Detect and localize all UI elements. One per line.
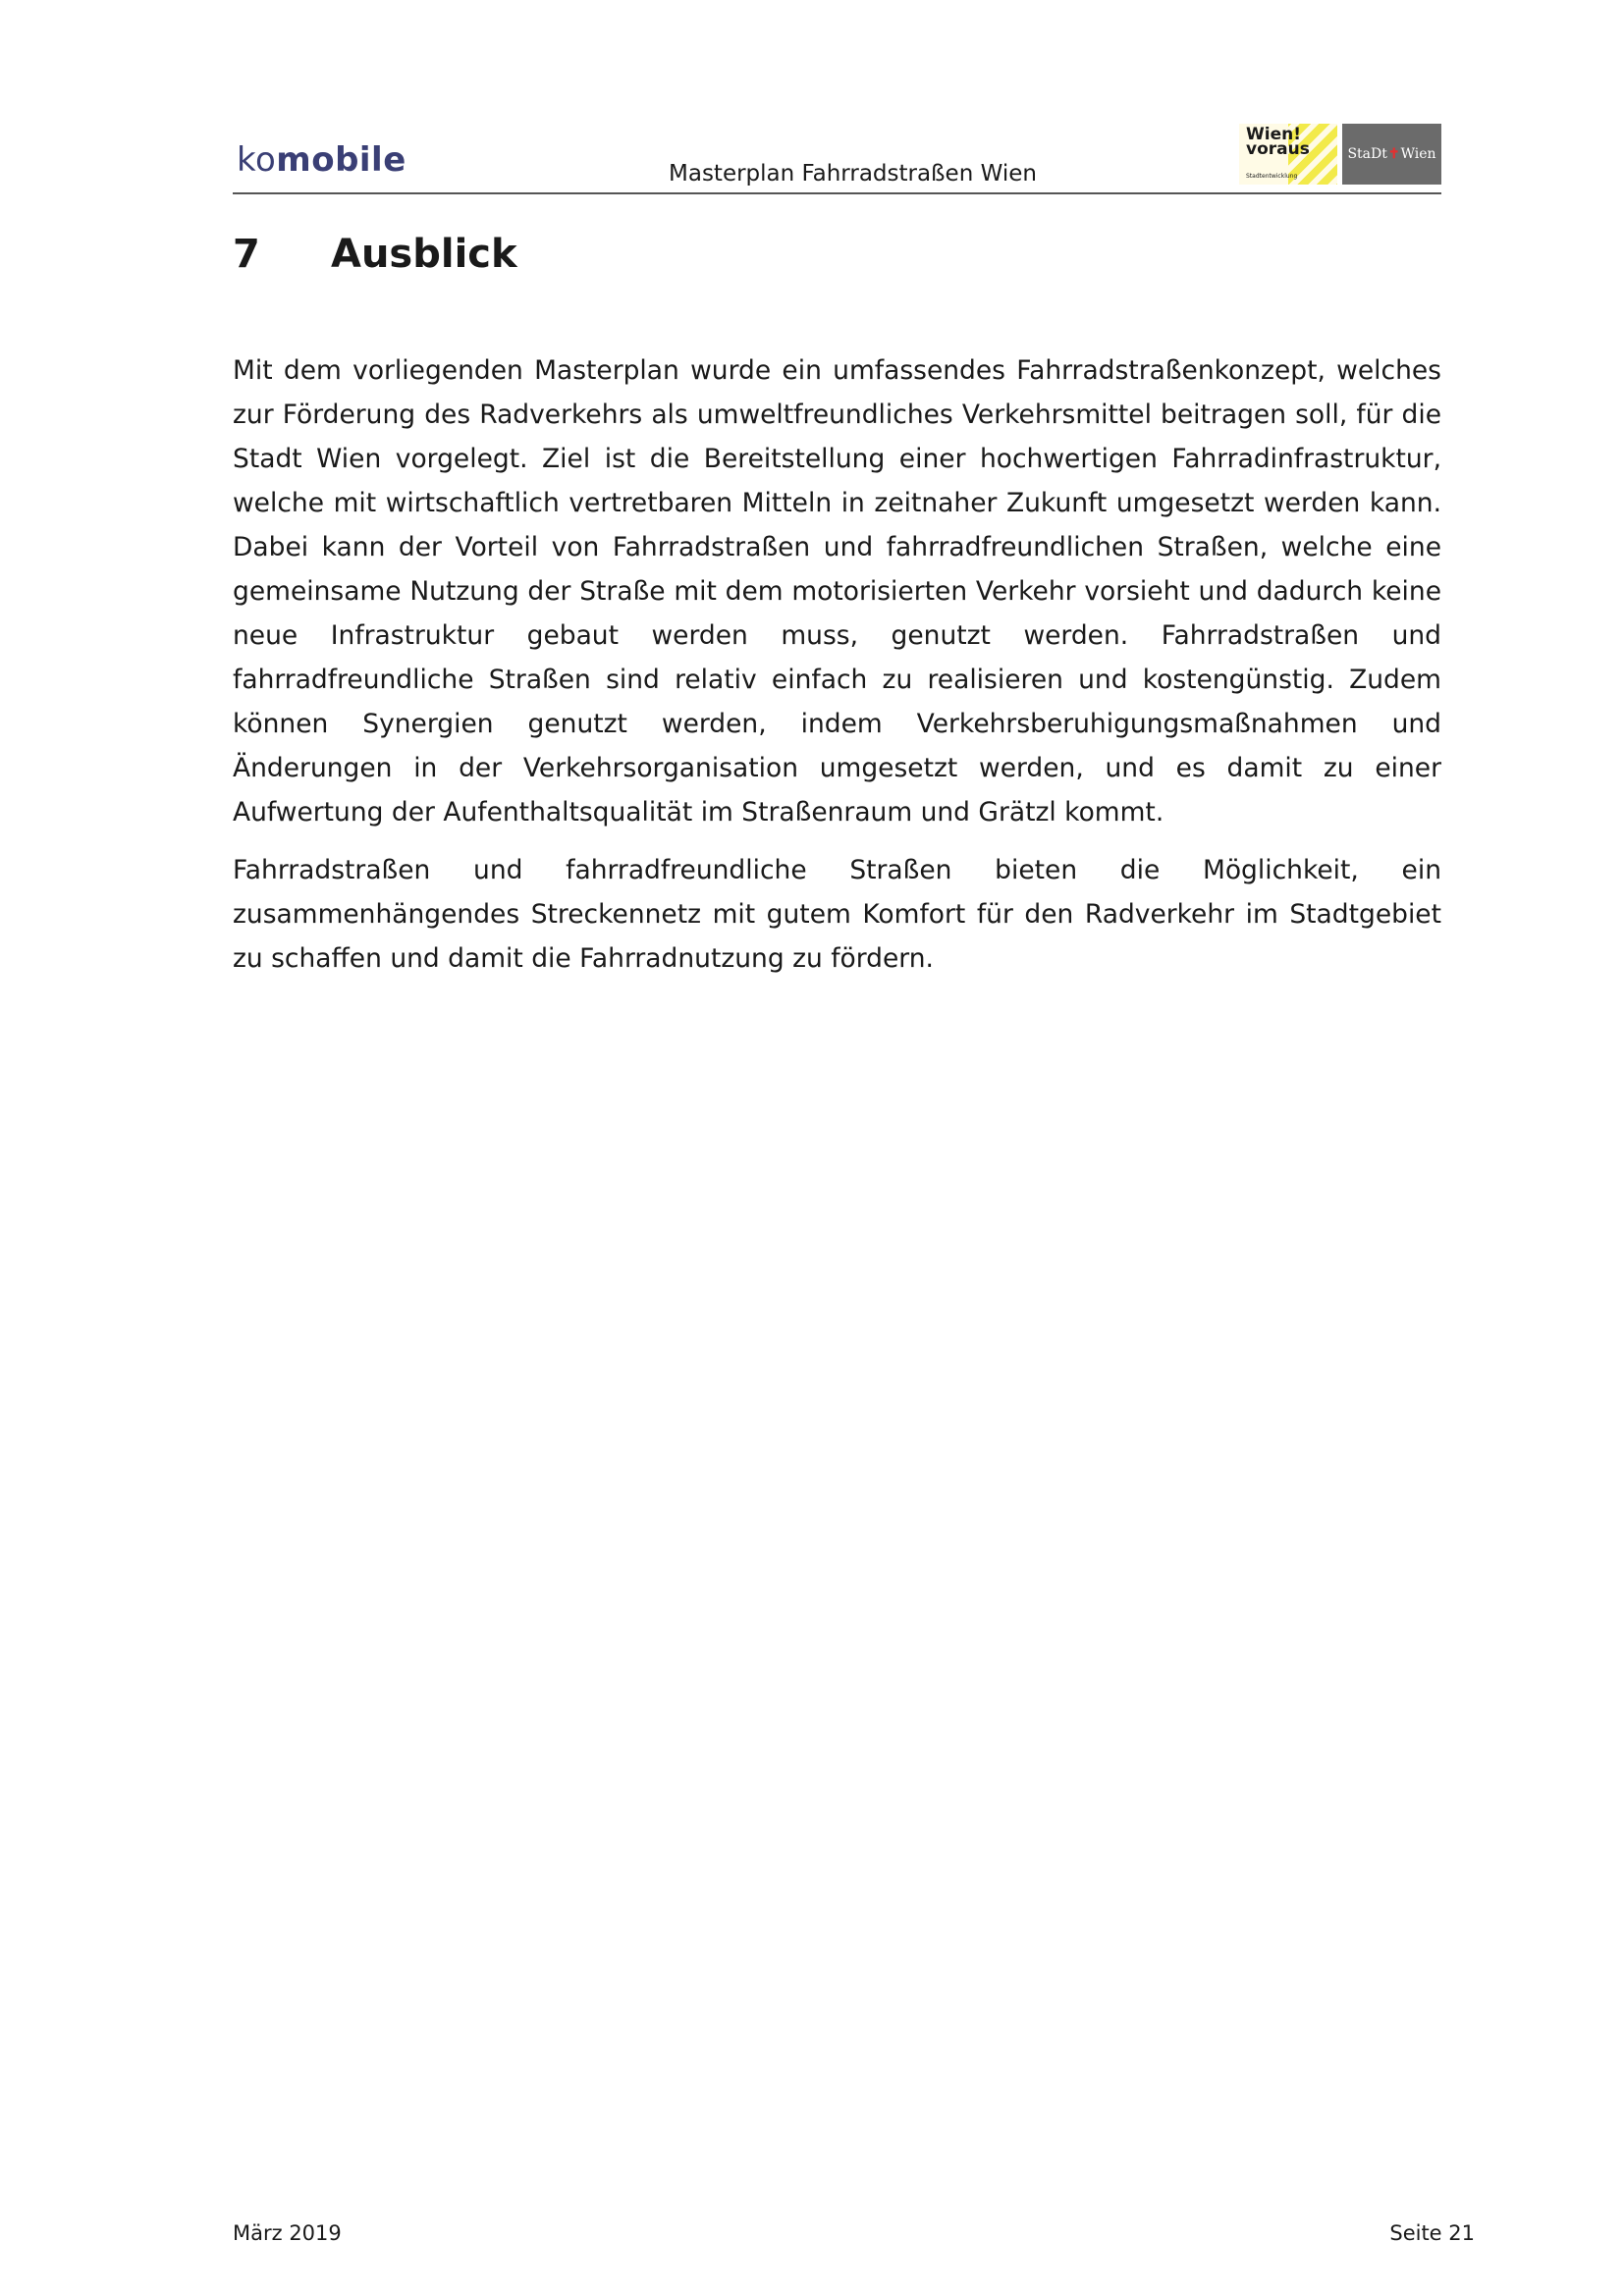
section-number: 7 xyxy=(233,232,260,277)
page-header xyxy=(233,120,1441,193)
wien-voraus-wordmark xyxy=(1246,125,1310,159)
komobile-logo-ko: ko xyxy=(237,140,277,180)
header-title: Masterplan Fahrradstraßen Wien xyxy=(669,161,1037,187)
wien-voraus-line2: voraus xyxy=(1246,139,1310,159)
wien-voraus-line1: Wien! xyxy=(1246,125,1301,144)
stadt-wien-right: Wien xyxy=(1400,146,1436,162)
paragraph-2: Fahrradstraßen und fahrradfreundliche Straßen bieten die Möglichkeit, ein zusammenhängendes Streckennetz mit gutem Komfort für den Radverkehr im Stadtgebiet zu schaffen und damit die Fahrradnutzung zu fördern. xyxy=(233,855,1441,974)
section-heading xyxy=(233,232,517,277)
komobile-logo xyxy=(237,140,406,180)
header-divider xyxy=(233,192,1441,194)
body-text xyxy=(233,348,1441,994)
stadt-wien-logo xyxy=(1342,124,1441,185)
wien-voraus-logo xyxy=(1239,124,1337,185)
footer-page-number: Seite 21 xyxy=(1389,2221,1475,2245)
paragraph-1: Mit dem vorliegenden Masterplan wurde ein umfassendes Fahrradstraßenkonzept, welches zur Förderung des Radverkehrs als umweltfreundliches Verkehrsmittel beitragen soll, für die Stadt Wien vorgelegt. Ziel ist die Bereitstellung einer hochwertigen Fahrradinfrastruktur, welche mit wirtschaftlich vertretbaren Mitteln in zeitnaher Zukunft umgesetzt werden kann. Dabei kann der Vorteil von Fahrradstraßen und fahrradfreundlichen Straßen, welche eine gemeinsame Nutzung der Straße mit dem motorisierten Verkehr vorsieht und dadurch keine neue Infrastruktur gebaut werden muss, genutzt werden. Fahrradstraßen und fahrradfreundliche Straßen sind relativ einfach zu realisieren und kostengünstig. Zudem können Synergien genutzt werden, indem Verkehrsberuhigungsmaßnahmen und Änderungen in der Verkehrsorganisation umgesetzt werden, und es damit zu einer Aufwertung der Aufenthaltsqualität im Straßenraum und Grätzl kommt. xyxy=(233,355,1441,828)
komobile-logo-mobile: mobile xyxy=(276,140,406,180)
wien-voraus-subtitle: Stadtentwicklung xyxy=(1246,173,1298,180)
stadt-wien-left: StaDt xyxy=(1347,146,1387,162)
stadt-wien-cross-icon: ✝ xyxy=(1387,146,1400,162)
footer-date: März 2019 xyxy=(233,2221,342,2245)
section-title: Ausblick xyxy=(331,232,517,277)
